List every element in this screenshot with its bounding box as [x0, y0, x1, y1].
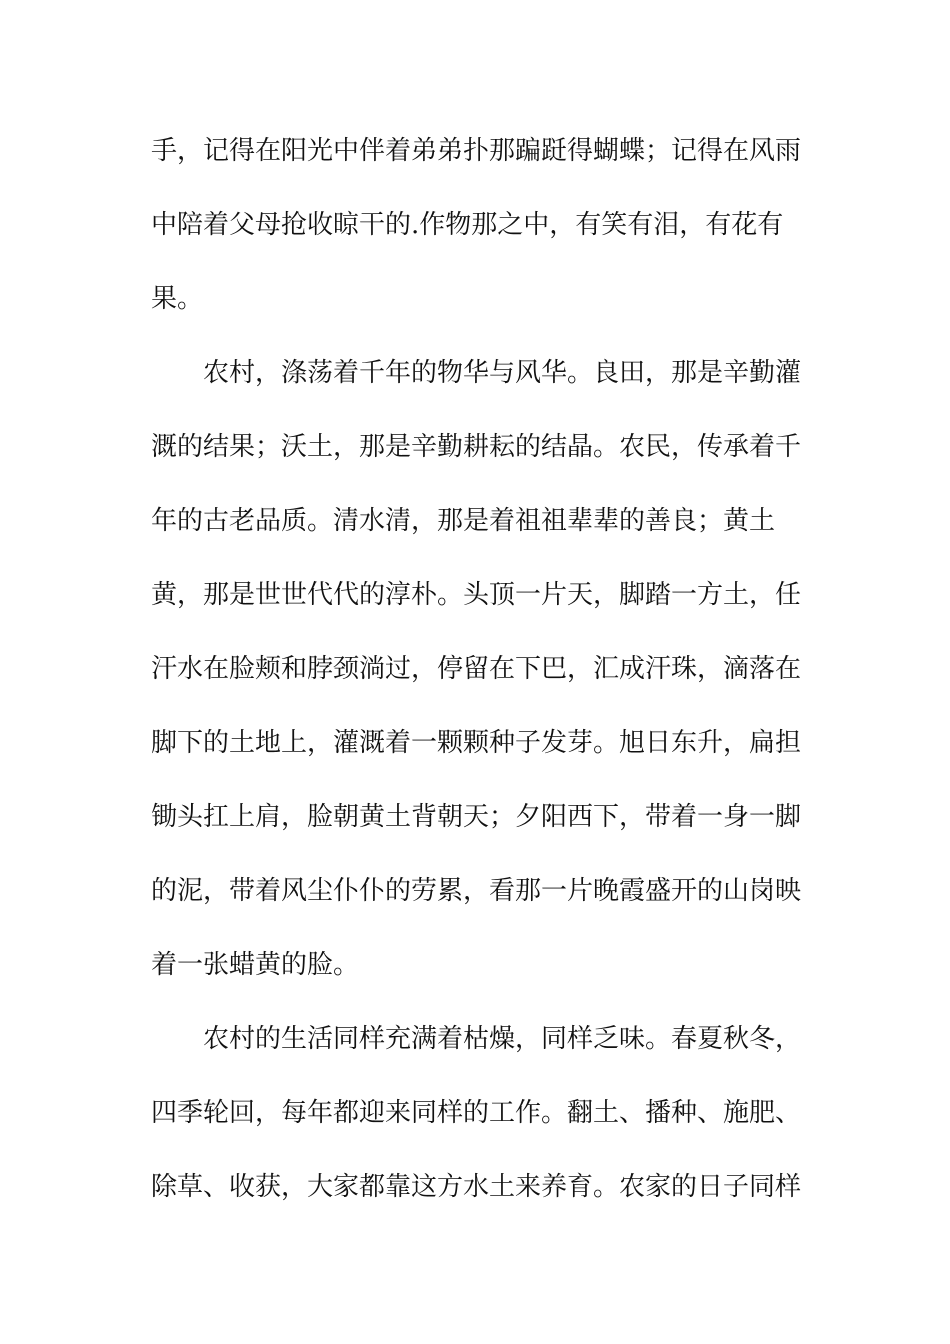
text-line: 黄，那是世世代代的淳朴。头顶一片天，脚踏一方土，任	[151, 580, 802, 610]
text-line: 手，记得在阳光中伴着弟弟扑那蹁跹得蝴蝶；记得在风雨	[151, 136, 802, 166]
text-line: 农村的生活同样充满着枯燥，同样乏味。春夏秋冬，	[203, 1024, 802, 1054]
text-line: 着一张蜡黄的脸。	[151, 950, 360, 980]
text-line: 年的古老品质。清水清，那是着祖祖辈辈的善良；黄土	[151, 506, 776, 536]
text-line: 脚下的土地上，灌溉着一颗颗种子发芽。旭日东升，扁担	[151, 728, 802, 758]
text-line: 汗水在脸颊和脖颈淌过，停留在下巴，汇成汗珠，滴落在	[151, 654, 802, 684]
text-line: 四季轮回，每年都迎来同样的工作。翻土、播种、施肥、	[151, 1098, 802, 1128]
document-body	[151, 128, 802, 1238]
text-line: 的泥，带着风尘仆仆的劳累，看那一片晚霞盛开的山岗映	[151, 876, 802, 906]
text-line: 中陪着父母抢收晾干的.作物那之中，有笑有泪，有花有	[151, 210, 784, 240]
text-line: 锄头扛上肩，脸朝黄土背朝天；夕阳西下，带着一身一脚	[151, 802, 802, 832]
text-line: 果。	[151, 284, 204, 314]
text-line: 溉的结果；沃土，那是辛勤耕耘的结晶。农民，传承着千	[151, 432, 802, 462]
text-line: 除草、收获，大家都靠这方水土来养育。农家的日子同样	[151, 1172, 802, 1202]
text-line: 农村，涤荡着千年的物华与风华。良田，那是辛勤灌	[203, 358, 802, 388]
